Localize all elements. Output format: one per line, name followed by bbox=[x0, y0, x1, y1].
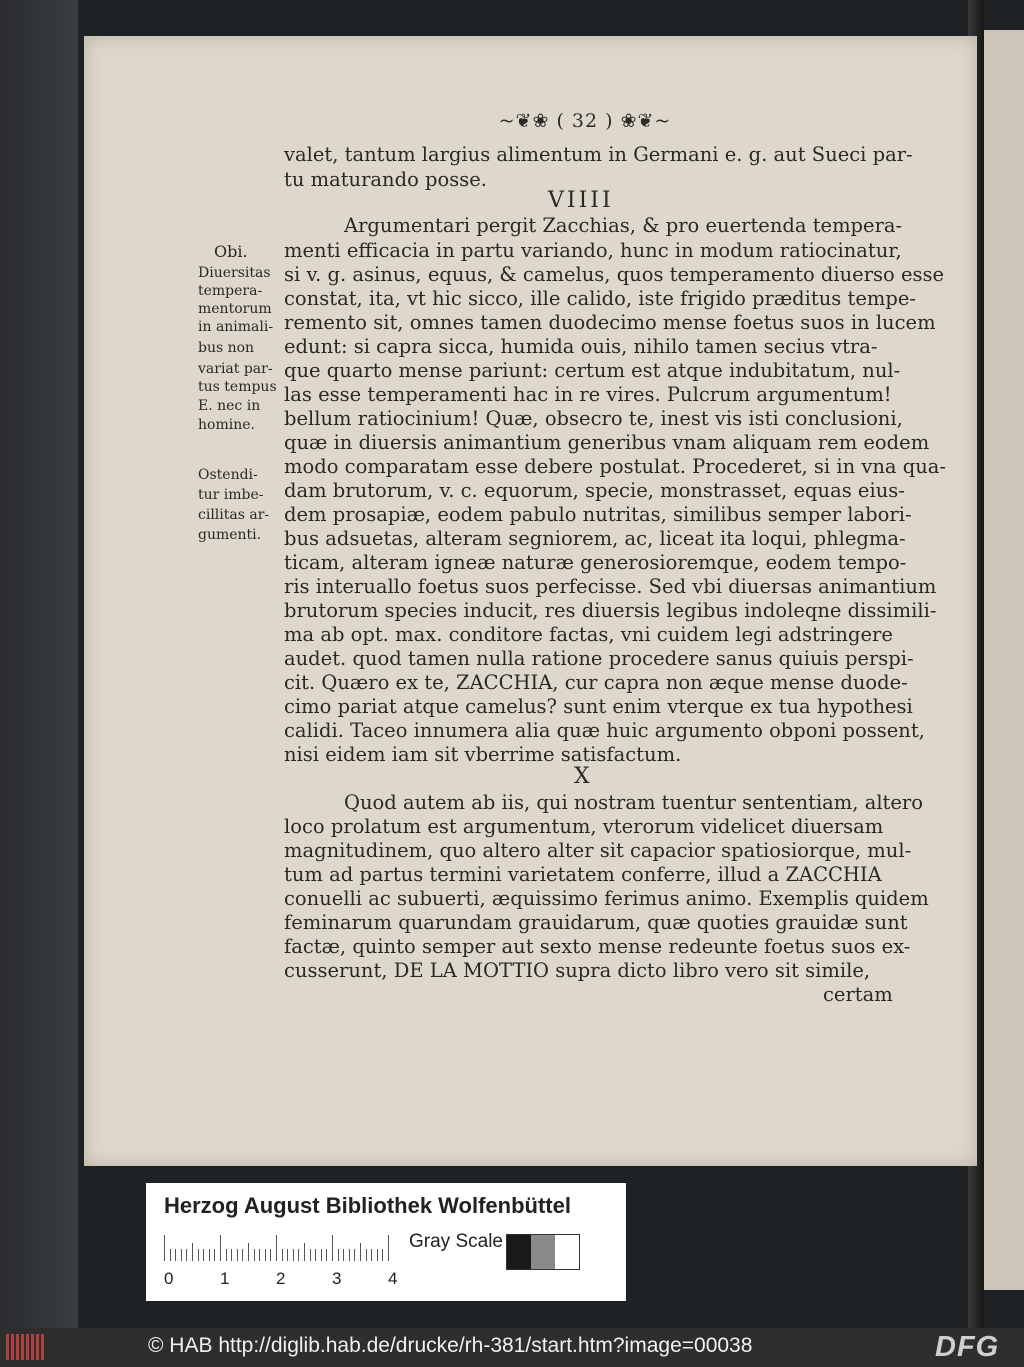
ruler-tick bbox=[259, 1249, 260, 1261]
scale-number: 2 bbox=[276, 1269, 286, 1288]
ruler-tick bbox=[293, 1249, 294, 1261]
text-line: dam brutorum, v. c. equorum, specie, monstrasset, equas eius- bbox=[284, 479, 905, 502]
scale-number: 4 bbox=[388, 1269, 398, 1288]
margin-note: Obi. bbox=[214, 242, 248, 261]
swatch-light bbox=[555, 1235, 579, 1269]
ruler-tick bbox=[287, 1249, 288, 1261]
text-line: constat, ita, vt hic sicco, ille calido, iste frigido præditus tempe- bbox=[284, 287, 916, 310]
text-line: cusserunt, DE LA MOTTIO supra dicto libro vero sit simile, bbox=[284, 959, 871, 982]
text-line: dem prosapiæ, eodem pabulo nutritas, similibus semper labori- bbox=[284, 503, 912, 526]
text-line: magnitudinem, quo altero alter sit capacior spatiosiorque, mul- bbox=[284, 839, 912, 862]
footer-credit-link[interactable]: © HAB http://diglib.hab.de/drucke/rh-381/start.htm?image=00038 bbox=[148, 1334, 753, 1357]
margin-note: bus non bbox=[198, 340, 255, 356]
ruler-tick bbox=[366, 1249, 367, 1261]
margin-note: gumenti. bbox=[198, 527, 262, 543]
margin-note: Ostendi- bbox=[198, 467, 258, 483]
ruler-tick bbox=[310, 1249, 311, 1261]
gray-scale-label: Gray Scale bbox=[409, 1231, 503, 1252]
ruler-tick bbox=[242, 1249, 243, 1261]
margin-note: E. nec in bbox=[198, 398, 261, 414]
scale-number: 0 bbox=[164, 1269, 174, 1288]
ruler-tick bbox=[343, 1249, 344, 1261]
gray-scale-swatches bbox=[506, 1234, 580, 1270]
text-line: Quod autem ab iis, qui nostram tuentur sententiam, altero bbox=[344, 791, 923, 814]
book-edge bbox=[0, 0, 78, 1328]
margin-note: mentorum bbox=[198, 301, 272, 317]
ruler-tick bbox=[248, 1243, 249, 1261]
library-name: Herzog August Bibliothek Wolfenbüttel bbox=[164, 1193, 571, 1218]
text-line: audet. quod tamen nulla ratione procedere sanus quiuis perspi- bbox=[284, 647, 914, 670]
text-line: si v. g. asinus, equus, & camelus, quos temperamento diuerso esse bbox=[284, 263, 945, 286]
ruler-tick bbox=[237, 1249, 238, 1261]
ruler-tick bbox=[270, 1249, 271, 1261]
ruler-tick bbox=[315, 1249, 316, 1261]
ruler-tick bbox=[214, 1249, 215, 1261]
ruler-tick bbox=[377, 1249, 378, 1261]
catchword: certam bbox=[823, 983, 893, 1006]
text-line: feminarum quarundam grauidarum, quæ quoties grauidæ sunt bbox=[284, 911, 908, 934]
text-line: menti efficacia in partu variando, hunc in modum ratiocinatur, bbox=[284, 239, 902, 262]
ruler-tick bbox=[298, 1249, 299, 1261]
ruler-tick bbox=[220, 1235, 221, 1261]
ruler bbox=[164, 1235, 396, 1261]
ruler-tick bbox=[231, 1249, 232, 1261]
margin-note: cillitas ar- bbox=[198, 507, 270, 523]
page-number: ( 32 ) bbox=[556, 110, 614, 132]
margin-note: Diuersitas bbox=[198, 265, 271, 281]
ruler-tick bbox=[360, 1243, 361, 1261]
scale-number: 3 bbox=[332, 1269, 342, 1288]
ruler-tick bbox=[198, 1249, 199, 1261]
text-line: Argumentari pergit Zacchias, & pro euertenda tempera- bbox=[344, 214, 903, 237]
scale-number: 1 bbox=[220, 1269, 230, 1288]
margin-note: tus tempus bbox=[198, 379, 277, 395]
text-line: cit. Quæro ex te, ZACCHIA, cur capra non æque mense duode- bbox=[284, 671, 908, 694]
ruler-tick bbox=[326, 1249, 327, 1261]
dfg-logo: DFG bbox=[935, 1331, 1000, 1363]
ruler-tick bbox=[382, 1249, 383, 1261]
text-line: calidi. Taceo innumera alia quæ huic argumento obponi possent, bbox=[284, 719, 925, 742]
margin-note: tur imbe- bbox=[198, 487, 264, 503]
barcode-icon bbox=[6, 1334, 46, 1360]
ruler-tick bbox=[170, 1249, 171, 1261]
section-heading-x: X bbox=[574, 764, 593, 789]
ruler-tick bbox=[338, 1249, 339, 1261]
scale-card bbox=[146, 1183, 626, 1301]
text-line: conuelli ac subuerti, æquissimo ferimus animo. Exemplis quidem bbox=[284, 887, 929, 910]
text-line: que quarto mense pariunt: certum est atque indubitatum, nul- bbox=[284, 359, 901, 382]
text-line: factæ, quinto semper aut sexto mense redeunte foetus suos ex- bbox=[284, 935, 911, 958]
text-line: nisi eidem iam sit vberrime satisfactum. bbox=[284, 743, 682, 766]
margin-note: homine. bbox=[198, 417, 255, 433]
ruler-tick bbox=[265, 1249, 266, 1261]
page-header bbox=[480, 110, 690, 132]
ruler-tick bbox=[276, 1235, 277, 1261]
ruler-tick bbox=[209, 1249, 210, 1261]
text-line: tum ad partus termini varietatem conferre, illud a ZACCHIA bbox=[284, 863, 882, 886]
ornament-left-icon: ~❦❀ bbox=[498, 110, 557, 132]
text-line: las esse temperamenti hac in re vires. Pulcrum argumentum! bbox=[284, 383, 892, 406]
ruler-tick bbox=[371, 1249, 372, 1261]
text-line: tu maturando posse. bbox=[284, 168, 488, 191]
facing-page-edge bbox=[984, 30, 1024, 1290]
margin-note: variat par- bbox=[198, 361, 273, 377]
swatch-dark bbox=[507, 1235, 531, 1269]
ruler-tick bbox=[349, 1249, 350, 1261]
ruler-tick bbox=[175, 1249, 176, 1261]
text-line: quæ in diuersis animantium generibus vnam aliquam rem eodem bbox=[284, 431, 930, 454]
ruler-tick bbox=[282, 1249, 283, 1261]
text-line: brutorum species inducit, res diuersis legibus indoleqne dissimili- bbox=[284, 599, 937, 622]
text-line: remento sit, omnes tamen duodecimo mense foetus suos in lucem bbox=[284, 311, 936, 334]
ruler-tick bbox=[164, 1235, 165, 1261]
ruler-tick bbox=[304, 1243, 305, 1261]
ruler-tick bbox=[254, 1249, 255, 1261]
ruler-tick bbox=[354, 1249, 355, 1261]
text-line: ma ab opt. max. conditore factas, vni cuidem legi adstringere bbox=[284, 623, 893, 646]
text-line: cimo pariat atque camelus? sunt enim vterque ex tua hypothesi bbox=[284, 695, 913, 718]
text-line: modo comparatam esse debere postulat. Procederet, si in vna qua- bbox=[284, 455, 946, 478]
ruler-tick bbox=[321, 1249, 322, 1261]
text-line: bus adsuetas, alteram segniorem, ac, liceat ita loqui, phlegma- bbox=[284, 527, 906, 550]
margin-note: in animali- bbox=[198, 319, 274, 335]
ruler-tick bbox=[181, 1249, 182, 1261]
ruler-tick bbox=[332, 1235, 333, 1261]
text-line: valet, tantum largius alimentum in Germani e. g. aut Sueci par- bbox=[284, 143, 913, 166]
text-line: bellum ratiocinium! Quæ, obsecro te, inest vis isti conclusioni, bbox=[284, 407, 903, 430]
margin-note: tempera- bbox=[198, 283, 263, 299]
ruler-tick bbox=[388, 1235, 389, 1261]
footer-bar bbox=[0, 1328, 1024, 1367]
swatch-mid bbox=[531, 1235, 555, 1269]
ruler-tick bbox=[203, 1249, 204, 1261]
ruler-tick bbox=[192, 1243, 193, 1261]
ruler-tick bbox=[186, 1249, 187, 1261]
text-line: ris interuallo foetus suos perfecisse. Sed vbi diuersas animantium bbox=[284, 575, 937, 598]
text-line: loco prolatum est argumentum, vterorum videlicet diuersam bbox=[284, 815, 884, 838]
ornament-right-icon: ❀❦~ bbox=[613, 110, 672, 132]
text-line: ticam, alteram igneæ naturæ generosioremque, eodem tempo- bbox=[284, 551, 907, 574]
section-heading-viiii: VIIII bbox=[548, 188, 614, 213]
text-line: edunt: si capra sicca, humida ouis, nihilo tamen secius vtra- bbox=[284, 335, 878, 358]
ruler-tick bbox=[226, 1249, 227, 1261]
